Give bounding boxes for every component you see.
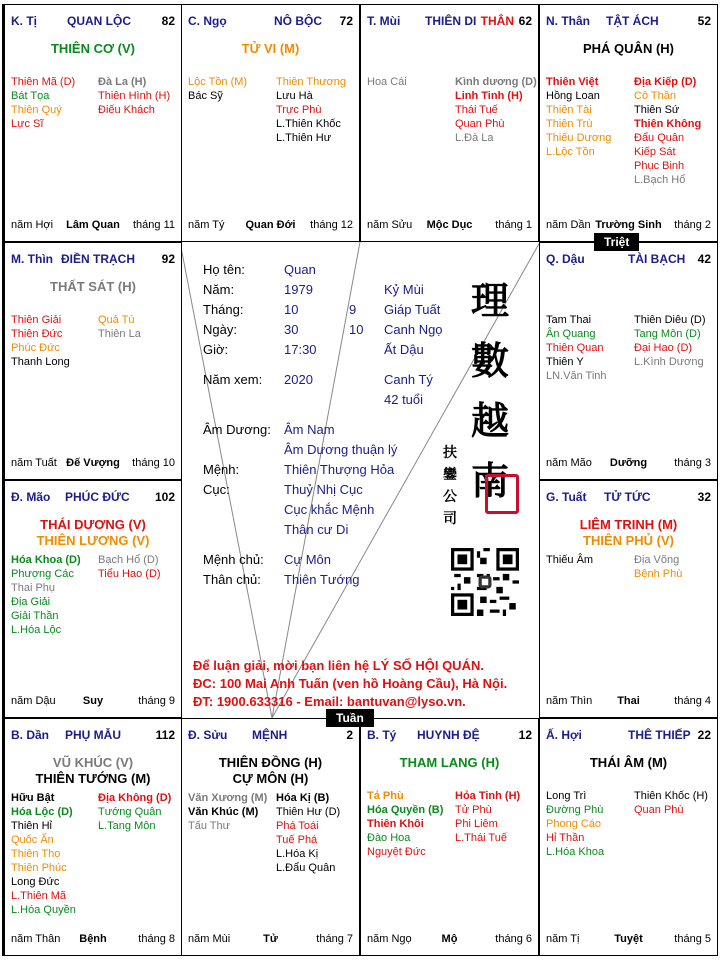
footer-stage: Bệnh (79, 933, 107, 945)
minor-star: Phong Cáo (546, 818, 602, 830)
center-info (181, 242, 539, 718)
brand-char-2: 數 (471, 338, 510, 383)
minor-star: Trực Phù (276, 104, 322, 116)
contact-line-1: Để luận giải, mời bạn liên hệ LÝ SỐ HỘI QUÁN. (193, 658, 484, 673)
palace-number: 72 (339, 14, 353, 28)
minor-star: L.Hóa Khoa (546, 846, 605, 858)
palace-header (546, 14, 711, 28)
menhchu-label: Mệnh chủ: (203, 552, 264, 567)
main-star: CỰ MÔN (H) (232, 771, 309, 786)
main-star: LIÊM TRINH (M) (579, 517, 678, 532)
right-stars (634, 789, 708, 817)
palace-number: 112 (155, 728, 175, 742)
minor-star: L.Bạch Hổ (634, 174, 686, 186)
minor-star: Hữu Bật (11, 792, 55, 804)
footer-year: năm Dậu (11, 695, 56, 707)
palace-footer (11, 457, 175, 471)
palace-branch: Đ. Mão (11, 490, 51, 504)
minor-star: L.Hóa Quyền (11, 904, 76, 916)
palace-title: PHỤ MẪU (65, 728, 121, 742)
minor-star: Thiên Khốc (H) (634, 790, 708, 802)
palace-branch: K. Tị (11, 14, 37, 28)
palace-title: TẬT ÁCH (606, 14, 659, 28)
minor-star: L.Hóa Lộc (11, 624, 62, 636)
name-label: Họ tên: (203, 262, 245, 277)
palace-header (11, 728, 175, 742)
right-stars (634, 75, 701, 187)
minor-star: L.Thiên Mã (11, 890, 67, 902)
palace-suu[interactable] (181, 718, 360, 956)
footer-month: tháng 2 (674, 219, 711, 231)
minor-star: Thiên Khôi (367, 818, 424, 830)
footer-month: tháng 3 (674, 457, 711, 469)
footer-stage: Mộc Dục (426, 219, 473, 231)
view-year-canchi: Canh Tý (384, 372, 433, 387)
palace-mao[interactable] (4, 480, 182, 718)
day-label: Ngày: (203, 322, 237, 337)
palace-than[interactable] (539, 4, 718, 242)
minor-star: Thiếu Âm (546, 554, 594, 566)
left-stars (546, 553, 593, 567)
minor-star: Phi Liêm (455, 818, 498, 830)
minor-star: Phá Toái (276, 820, 319, 832)
amduong-value: Âm Nam (284, 422, 335, 437)
left-stars (11, 313, 70, 369)
footer-month: tháng 6 (495, 933, 532, 945)
palace-footer (546, 933, 711, 947)
palace-number: 12 (518, 728, 532, 742)
palace-number: 22 (697, 728, 711, 742)
footer-year: năm Tuất (11, 457, 57, 469)
minor-star: Bát Tọa (11, 90, 50, 102)
minor-star: Thiên Quan (546, 342, 604, 354)
minor-star: Tuế Phá (276, 834, 318, 846)
palace-dau[interactable] (539, 242, 718, 480)
right-stars (276, 791, 340, 875)
palace-number: 42 (697, 252, 711, 266)
brand-small-2: 鑾 (443, 467, 457, 483)
minor-star: L.Tang Môn (98, 820, 156, 832)
minor-star: Tang Môn (D) (634, 328, 701, 340)
palace-branch: Ấ. Hợi (546, 728, 582, 742)
footer-year: năm Dần (546, 219, 591, 231)
amduong-label: Âm Dương: (203, 422, 271, 437)
palace-title: NÔ BỘC (274, 14, 322, 28)
footer-month: tháng 7 (316, 933, 353, 945)
main-star: THÁI ÂM (M) (589, 755, 668, 770)
footer-month: tháng 1 (495, 219, 532, 231)
minor-star: Thiên Diêu (D) (634, 314, 706, 326)
minor-star: Quan Phù (634, 804, 684, 816)
palace-header (11, 252, 175, 266)
minor-star: LN.Văn Tinh (546, 370, 607, 382)
right-stars (634, 313, 706, 369)
minor-star: Thiên Không (634, 118, 702, 130)
hour-canchi: Ất Dậu (384, 342, 424, 357)
palace-footer (546, 457, 711, 471)
left-stars (367, 75, 407, 89)
brand-char-3: 越 (471, 398, 510, 443)
left-stars (188, 791, 267, 833)
minor-star: Hồng Loan (546, 90, 600, 102)
brand-small-3: 公 (443, 489, 457, 505)
month-label: Tháng: (203, 302, 244, 317)
footer-year: năm Mùi (188, 933, 231, 945)
month-solar: 10 (284, 302, 299, 317)
palace-branch: Đ. Sửu (188, 728, 228, 742)
minor-star: Lộc Tồn (M) (188, 76, 248, 88)
minor-star: Hóa Quyền (B) (367, 804, 444, 816)
minor-star: L.Thái Tuế (455, 832, 507, 844)
red-seal (485, 474, 519, 514)
palace-header (367, 728, 532, 742)
palace-title: MỆNH (252, 728, 288, 742)
palace-header (546, 728, 711, 742)
contact-address: ĐC: 100 Mai Anh Tuấn (ven hồ Hoàng Cầu), Hà Nội. (193, 676, 508, 691)
than-marker: THÂN (480, 14, 514, 28)
minor-star: Tử Phù (455, 804, 492, 816)
left-stars (546, 313, 607, 383)
month-canchi: Giáp Tuất (384, 302, 441, 317)
minor-star: L.Thiên Khốc (276, 118, 341, 130)
age-value: 42 tuổi (384, 392, 424, 407)
main-star: PHÁ QUÂN (H) (583, 41, 674, 56)
minor-star: Đại Hao (D) (634, 342, 693, 354)
minor-star: Thiên Tài (546, 104, 592, 116)
right-stars (276, 75, 346, 145)
footer-stage: Lâm Quan (66, 219, 120, 231)
left-stars (11, 75, 75, 131)
left-stars (546, 789, 604, 859)
footer-month: tháng 10 (132, 457, 175, 469)
palace-title: THIÊN DI (425, 14, 477, 28)
footer-year: năm Sửu (367, 219, 413, 231)
day-canchi: Canh Ngọ (384, 322, 443, 337)
minor-star: Kiếp Sát (634, 146, 676, 158)
minor-star: Thiên Hình (H) (98, 90, 171, 102)
brand-small-4: 司 (443, 511, 457, 527)
palace-branch: N. Thân (546, 14, 590, 28)
palace-ty[interactable] (4, 4, 182, 242)
palace-title: HUYNH ĐỆ (417, 728, 480, 742)
year-value: 1979 (284, 282, 313, 297)
thanchu-value: Thiên Tướng (284, 572, 360, 587)
palace-dan[interactable] (4, 718, 182, 956)
main-star: THAM LANG (H) (399, 755, 500, 770)
minor-star: Hóa Kị (B) (276, 792, 330, 804)
palace-footer (188, 219, 353, 233)
palace-tuat[interactable] (539, 480, 718, 718)
minor-star: Phục Binh (634, 160, 685, 172)
palace-number: 32 (697, 490, 711, 504)
minor-star: Thiên Quý (11, 104, 62, 116)
main-star: THÁI DƯƠNG (V) (40, 517, 146, 532)
minor-star: Thái Tuế (455, 104, 498, 116)
palace-footer (546, 219, 711, 233)
right-stars (98, 313, 141, 341)
palace-number: 52 (697, 14, 711, 28)
minor-star: Giải Thần (11, 610, 59, 622)
palace-footer (188, 933, 353, 947)
hour-value: 17:30 (284, 342, 317, 357)
cuc-note: Cục khắc Mệnh (284, 502, 375, 517)
palace-branch: C. Ngọ (188, 14, 227, 28)
minor-star: Thai Phụ (11, 582, 56, 594)
palace-thin[interactable] (4, 242, 182, 480)
footer-stage: Suy (82, 695, 104, 707)
minor-star: Linh Tinh (H) (455, 90, 523, 102)
amduong-note: Âm Dương thuận lý (284, 442, 398, 457)
view-year-label: Năm xem: (203, 372, 263, 387)
minor-star: Địa Võng (634, 554, 680, 566)
footer-stage: Trường Sinh (595, 219, 662, 231)
palace-footer (11, 695, 175, 709)
minor-star: L.Thiên Hư (276, 132, 332, 144)
minor-star: Hỏa Tinh (H) (455, 790, 521, 802)
footer-stage: Đế Vượng (66, 457, 120, 469)
footer-month: tháng 5 (674, 933, 711, 945)
right-stars (98, 791, 171, 833)
qr-code[interactable] (451, 548, 519, 616)
minor-star: Hóa Lộc (D) (11, 806, 73, 818)
footer-stage: Dưỡng (609, 457, 648, 469)
palace-number: 92 (161, 252, 175, 266)
minor-star: Tướng Quân (98, 806, 162, 818)
palace-number: 82 (161, 14, 175, 28)
footer-year: năm Mão (546, 457, 592, 469)
palace-header (546, 252, 711, 266)
minor-star: Thiên Việt (546, 76, 599, 88)
minor-star: Quả Tú (98, 314, 135, 326)
main-star: TỬ VI (M) (241, 41, 300, 56)
day-lunar: 10 (349, 322, 364, 337)
footer-month: tháng 11 (132, 219, 175, 231)
minor-star: Phượng Các (11, 568, 74, 580)
palace-number: 102 (154, 490, 175, 504)
minor-star: Thiên Mã (D) (11, 76, 76, 88)
palace-branch: T. Mùi (367, 14, 401, 28)
left-stars (11, 553, 81, 637)
cuc-value: Thuỷ Nhị Cục (284, 482, 363, 497)
main-star: THIÊN CƠ (V) (50, 41, 136, 56)
year-label: Năm: (203, 282, 235, 297)
palace-branch: B. Tý (367, 728, 397, 742)
right-stars (634, 553, 682, 581)
footer-stage: Tuyệt (614, 933, 643, 945)
minor-star: Tam Thai (546, 314, 592, 326)
footer-year: năm Hợi (11, 219, 54, 231)
minor-star: Địa Không (D) (98, 792, 172, 804)
right-stars (455, 75, 537, 145)
minor-star: Thiên Sứ (634, 104, 680, 116)
palace-ngo[interactable] (181, 4, 360, 242)
minor-star: Quốc Ấn (11, 834, 54, 846)
minor-star: Tả Phù (367, 790, 404, 802)
minor-star: Thiên Đức (11, 328, 63, 340)
palace-header (367, 14, 532, 28)
palace-title: QUAN LỘC (67, 14, 131, 28)
main-star: THIÊN ĐỒNG (H) (218, 755, 323, 770)
palace-branch: B. Dần (11, 728, 50, 742)
right-stars (455, 789, 520, 845)
palace-branch: Q. Dậu (546, 252, 585, 266)
menh-value: Thiên Thượng Hỏa (284, 462, 395, 477)
right-stars (98, 75, 170, 117)
minor-star: Văn Khúc (M) (188, 806, 259, 818)
menh-label: Mệnh: (203, 462, 240, 477)
minor-star: Đà La (H) (98, 76, 147, 88)
palace-number: 62 (518, 14, 532, 28)
minor-star: Thiên Hư (D) (276, 806, 341, 818)
minor-star: Bệnh Phù (634, 568, 683, 580)
footer-year: năm Tý (188, 219, 225, 231)
minor-star: Phúc Đức (11, 342, 60, 354)
minor-star: Kình dương (D) (455, 76, 537, 88)
minor-star: Hoa Cái (367, 76, 407, 88)
minor-star: Thiên Phúc (11, 862, 67, 874)
minor-star: L.Đà La (455, 132, 494, 144)
right-stars (98, 553, 161, 581)
minor-star: Hỉ Thần (546, 832, 585, 844)
palace-title: THÊ THIẾP (628, 728, 691, 742)
main-star: THIÊN TƯỚNG (M) (35, 771, 151, 786)
footer-stage: Mộ (441, 933, 458, 945)
contact-phone-email[interactable]: ĐT: 1900.633316 - Email: bantuvan@lyso.vn. (193, 694, 466, 709)
minor-star: Nguyệt Đức (367, 846, 426, 858)
minor-star: Tấu Thư (188, 820, 231, 832)
footer-month: tháng 4 (674, 695, 711, 707)
view-year-value: 2020 (284, 372, 313, 387)
palace-title: TÀI BẠCH (628, 252, 686, 266)
minor-star: Bạch Hổ (D) (98, 554, 159, 566)
palace-footer (367, 219, 532, 233)
minor-star: L.Lộc Tồn (546, 146, 595, 158)
palace-footer (11, 933, 175, 947)
left-stars (546, 75, 611, 159)
palace-hoi[interactable] (539, 718, 718, 956)
minor-star: Thanh Long (11, 356, 70, 368)
minor-star: Tiểu Hao (D) (98, 568, 161, 580)
palace-header (546, 490, 711, 504)
left-stars (11, 791, 76, 917)
minor-star: Thiên Y (546, 356, 584, 368)
minor-star: Thiên Trù (546, 118, 593, 130)
minor-star: Quan Phù (455, 118, 505, 130)
palace-number: 2 (346, 728, 353, 742)
tuan-tag: Tuần (326, 709, 374, 727)
minor-star: Đẩu Quân (634, 132, 685, 144)
main-star: VŨ KHÚC (V) (52, 755, 134, 770)
minor-star: Bác Sỹ (188, 90, 223, 102)
palace-footer (367, 933, 532, 947)
palace-branch: M. Thìn (11, 252, 53, 266)
minor-star: Thiên Thương (276, 76, 347, 88)
footer-year: năm Tị (546, 933, 580, 945)
palace-title: PHÚC ĐỨC (65, 490, 130, 504)
hour-label: Giờ: (203, 342, 229, 357)
footer-year: năm Thìn (546, 695, 593, 707)
minor-star: Long Trì (546, 790, 587, 802)
palace-title: ĐIỀN TRẠCH (61, 252, 135, 266)
minor-star: L.Kình Dương (634, 356, 704, 368)
thanchu-label: Thân chủ: (203, 572, 261, 587)
main-star: THẤT SÁT (H) (50, 279, 136, 294)
minor-star: Thiên Thọ (11, 848, 61, 860)
palace-title: TỬ TỨC (604, 490, 651, 504)
palace-header (11, 490, 175, 504)
cuc-label: Cục: (203, 482, 230, 497)
minor-star: L.Hóa Kị (276, 848, 319, 860)
minor-star: Long Đức (11, 876, 60, 888)
minor-star: Địa Giải (11, 596, 51, 608)
brand-small-1: 扶 (443, 445, 457, 461)
minor-star: Đường Phù (546, 804, 604, 816)
footer-stage: Quan Đới (245, 219, 296, 231)
minor-star: Lực Sĩ (11, 118, 44, 130)
footer-month: tháng 8 (138, 933, 175, 945)
footer-month: tháng 9 (138, 695, 175, 707)
footer-year: năm Thân (11, 933, 61, 945)
footer-month: tháng 12 (310, 219, 353, 231)
main-star: THIÊN LƯƠNG (V) (36, 533, 150, 548)
menhchu-value: Cự Môn (284, 552, 331, 567)
minor-star: Điếu Khách (98, 104, 155, 116)
brand-char-4: 南 (471, 458, 510, 503)
palace-mui[interactable] (360, 4, 539, 242)
minor-star: Thiên Giải (11, 314, 62, 326)
name-value: Quan (284, 262, 316, 277)
minor-star: Hóa Khoa (D) (11, 554, 81, 566)
month-lunar: 9 (349, 302, 357, 317)
minor-star: Địa Kiếp (D) (634, 76, 697, 88)
than-cu: Thân cư Di (284, 522, 349, 537)
left-stars (367, 789, 443, 859)
minor-star: Thiên Hỉ (11, 820, 52, 832)
triet-tag: Triệt (594, 233, 639, 251)
minor-star: Đào Hoa (367, 832, 411, 844)
palace-header (188, 14, 353, 28)
palace-branch: G. Tuất (546, 490, 587, 504)
palace-footer (11, 219, 175, 233)
minor-star: L.Đẩu Quân (276, 862, 336, 874)
palace-header (188, 728, 353, 742)
minor-star: Văn Xương (M) (188, 792, 268, 804)
minor-star: Thiên La (98, 328, 141, 340)
footer-stage: Tử (263, 933, 278, 945)
main-star: THIÊN PHỦ (V) (583, 533, 674, 548)
palace-header (11, 14, 175, 28)
palace-footer (546, 695, 711, 709)
minor-star: Cô Thần (634, 90, 676, 102)
brand-char-1: 理 (471, 278, 510, 323)
minor-star: Ân Quang (546, 328, 596, 340)
year-canchi: Kỷ Mùi (384, 282, 424, 297)
footer-stage: Thai (617, 695, 640, 707)
day-solar: 30 (284, 322, 299, 337)
palace-ti[interactable] (360, 718, 539, 956)
minor-star: Thiếu Dương (546, 132, 612, 144)
minor-star: Lưu Hà (276, 90, 313, 102)
footer-year: năm Ngọ (367, 933, 412, 945)
left-stars (188, 75, 247, 103)
